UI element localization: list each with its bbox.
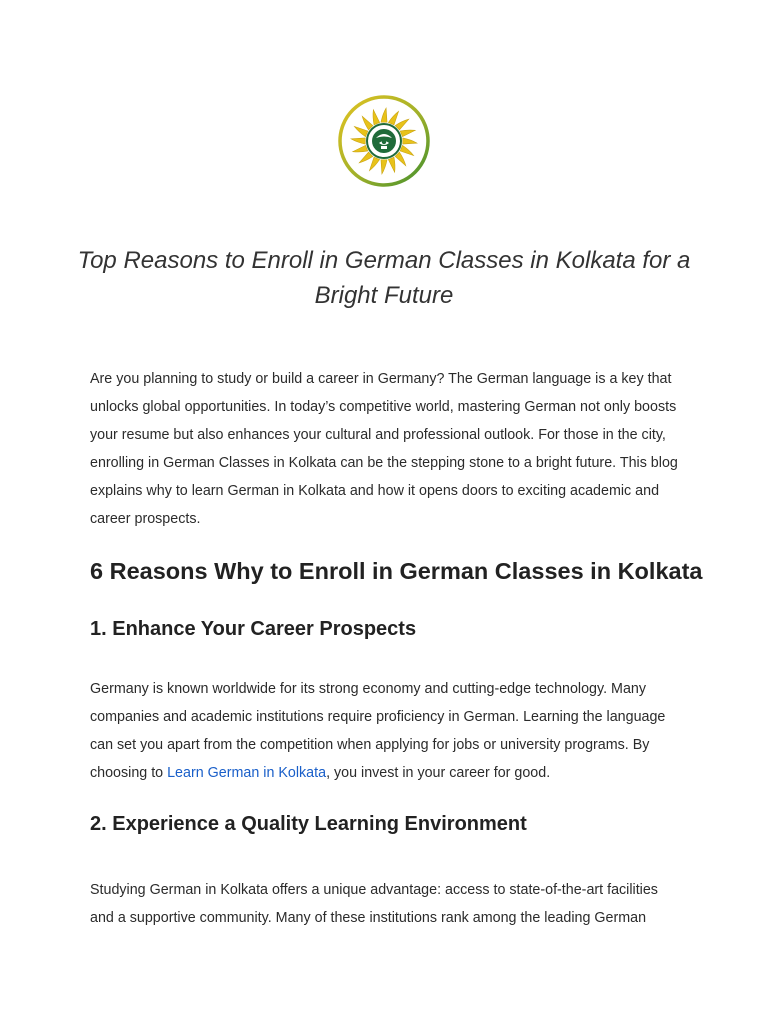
sun-ray	[354, 126, 367, 136]
sun-ray	[388, 111, 398, 124]
sun-ray	[400, 130, 415, 137]
sun-ray	[373, 110, 380, 125]
page-title: Top Reasons to Enroll in German Classes in Kolkata for a Bright Future	[77, 247, 691, 309]
sun-ray	[362, 116, 373, 130]
reason-1-paragraph	[90, 675, 682, 787]
reason-1-heading: 1. Enhance Your Career Prospects	[90, 618, 417, 640]
intro-paragraph: Are you planning to study or build a career in Germany? The German language is a key that unlocks global opportunities. In today’s competitive world, mastering German not only boosts your resume but also enhances your cultural and professional outlook. For those in the city, enrolling in German Classes in Kolkata can be the stepping stone to a bright future. This blog explains why to learn German in Kolkata and how it opens doors to exciting academic and career prospects.	[90, 371, 678, 527]
sun-ray	[400, 145, 413, 155]
reason-2-paragraph: Studying German in Kolkata offers a unique advantage: access to state-of-the-art facilities and a supportive community. Many of these institutions rank among the leading German	[90, 882, 658, 926]
sun-ray	[381, 108, 387, 122]
sun-ray	[351, 138, 365, 144]
institute-emblem-sun-logo	[337, 94, 431, 188]
section-heading: 6 Reasons Why to Enroll in German Classes in Kolkata	[90, 558, 703, 584]
sun-ray	[395, 152, 406, 166]
sun-ray	[381, 160, 387, 174]
reason-1-text-end: , you invest in your career for good.	[326, 765, 551, 781]
sun-ray	[359, 152, 373, 163]
sun-ray	[388, 157, 395, 172]
sun-ray	[369, 157, 379, 170]
sun-ray	[395, 119, 409, 130]
reason-2-heading: 2. Experience a Quality Learning Environment	[90, 813, 527, 835]
reason-1-text: Germany is known worldwide for its strong economy and cutting-edge technology. Many companies and academic institutions require proficiency in German. Learning the language can set you apart from the competition when applying for jobs or university programs. By choosing to	[90, 681, 666, 781]
sun-ray	[403, 138, 417, 144]
learn-german-link[interactable]: Learn German in Kolkata	[167, 765, 327, 781]
sun-ray	[353, 145, 368, 152]
